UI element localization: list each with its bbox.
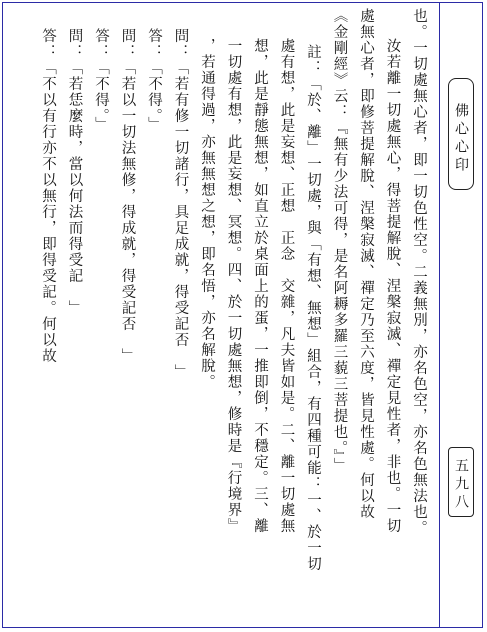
answer-1: 答：「不得。」 [146, 28, 162, 133]
answer-2: 答：「不得。」 [93, 28, 109, 133]
answer-3: 答：「不以有行亦不以無行，即得受記。何以故 [40, 28, 56, 364]
book-title-tab: 佛心心印 [448, 78, 474, 190]
note-column-4: 一切處有想，此是妄想、冥想。四、於一切處無想，修時是『行境界』 [225, 38, 242, 534]
text-column-4: 《金剛經》云：『無有少法可得，是名阿耨多羅三藐三菩提也。』」 [331, 8, 348, 474]
text-column-1: 也。一切處無心者，即一切色性空。二義無別，亦名色空，亦名色無法也。 [411, 8, 427, 536]
question-1: 問：「若有修一切諸行，具足成就，得受記否 」 [172, 28, 189, 380]
vertical-text-body [35, 8, 433, 624]
note-column-2: 處有想，此是妄想、正想 正念 交雜，凡夫皆如是。二、離一切處無 [278, 38, 295, 534]
text-column-2: 汝若離一切處無心，得菩提解脫、涅槃寂滅、禪定見性者，非也。一切 [384, 38, 401, 534]
note-column-3: 想，此是靜態無想，如直立於桌面上的蛋，一推即倒，不穩定。三、離 [252, 38, 268, 534]
side-margin-rule [439, 2, 440, 628]
note-column-5: ，若通得過，亦無無想之想，即名悟，亦名解脫。 [199, 38, 215, 390]
question-3: 問：「若恁麼時，當以何法而得受記 」 [66, 28, 83, 316]
text-column-3: 處無心者，即修菩提解脫、涅槃寂滅、禪定乃至六度，皆見性處。何以故 [358, 8, 374, 520]
note-column-1: 註：「於、離」一切處，與「有想、無想」組合，有四種可能：一、於一切 [305, 44, 321, 572]
question-2: 問：「若以一切法無修，得成就，得受記否 」 [119, 28, 136, 364]
page-number: 五九八 [448, 447, 474, 517]
